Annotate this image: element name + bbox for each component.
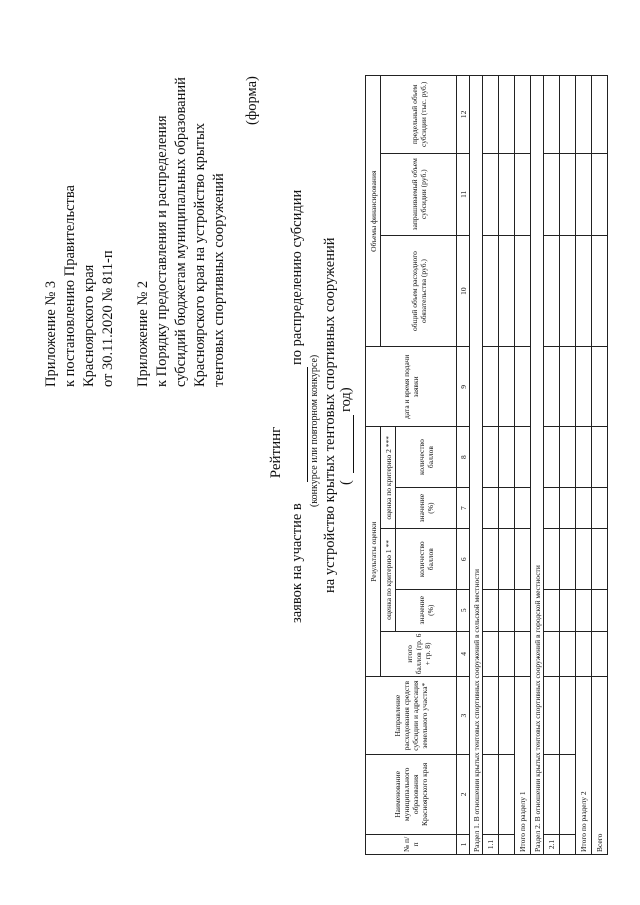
financing-header: Объемы финансирования	[366, 76, 381, 347]
row-number: 1.1	[483, 834, 499, 854]
col-number: 10	[457, 235, 470, 347]
section-2-row: Раздел 2. В отношении крытых тентовых спортивных сооружений в городской местности	[531, 76, 544, 855]
col-fin-max-header: предельный объем субсидии (тыс. руб.)	[381, 76, 457, 154]
table-row	[592, 76, 608, 855]
col-number: 3	[457, 677, 470, 755]
grand-total: Всего	[592, 677, 608, 855]
col-number: 2	[457, 754, 470, 834]
results-header: Результаты оценки	[366, 427, 381, 677]
col-val1-header: значение (%)	[396, 590, 457, 632]
row-number: 2.1	[544, 834, 560, 854]
col-pts1-header: количество баллов	[396, 529, 457, 590]
appendix-2-line: субсидий бюджетам муниципальных образований	[173, 77, 189, 387]
appendix-3-line: от 30.11.2020 № 811-п	[100, 250, 116, 387]
appendix-2-header	[134, 77, 229, 387]
crit2-header: оценка по критерию 2 ***	[381, 427, 396, 529]
table-row	[515, 76, 531, 855]
form-label: (форма)	[244, 76, 260, 125]
appendix-2-line: Красноярского края на устройство крытых	[192, 123, 208, 387]
doc-title: Рейтинг	[268, 426, 284, 479]
table-row	[499, 76, 515, 855]
col-number: 6	[457, 529, 470, 590]
appendix-3-line: Приложение № 3	[43, 280, 59, 387]
col-pts2-header: количество баллов	[396, 427, 457, 488]
section-2-total: Итого по разделу 2	[576, 677, 592, 855]
col-number: 9	[457, 347, 470, 427]
col-number: 12	[457, 76, 470, 154]
col-fin-total-header: общий объем расходного обязательства (руб.)	[381, 235, 457, 347]
rating-table	[365, 75, 608, 855]
appendix-3-line: Красноярского края	[81, 264, 97, 387]
table-row	[560, 76, 576, 855]
title-line1-prefix: заявок на участие в	[289, 503, 305, 623]
appendix-3-header	[42, 185, 118, 387]
table-row	[483, 76, 499, 855]
year-open: (	[338, 480, 354, 485]
col-number: 7	[457, 487, 470, 529]
col-number: 4	[457, 631, 470, 677]
blank-year-field	[353, 415, 354, 473]
appendix-2-line: к Порядку предоставления и распределения	[154, 115, 170, 387]
col-number: 1	[457, 834, 470, 854]
title-line1-suffix: по распределению субсидии	[289, 189, 305, 365]
section-1-total: Итого по разделу 1	[515, 677, 531, 855]
col-fin-req-header: запрашиваемый объем субсидии (руб.)	[381, 153, 457, 235]
col-number: 8	[457, 427, 470, 488]
col-no-header: № п/п	[366, 834, 457, 854]
col-total-header: итого баллов (гр. 6 + гр. 8)	[381, 631, 457, 677]
section-1-row: Раздел 1. В отношении крытых тентовых спортивных сооружений в сельской местности	[470, 76, 483, 855]
col-val2-header: значение (%)	[396, 487, 457, 529]
col-date-header: дата и время подачи заявки	[366, 347, 457, 427]
title-hint: (конкурсе или повторном конкурсе)	[309, 354, 320, 507]
appendix-3-line: к постановлению Правительства	[62, 185, 78, 387]
table-row	[576, 76, 592, 855]
title-line2: на устройство крытых тентовых спортивных сооружений	[322, 237, 338, 593]
col-number: 5	[457, 590, 470, 632]
col-dir-header: Направление расходования средств субсидии и адресация земельного участка*	[366, 677, 457, 755]
col-mo-header: Наименование муниципального образования Красноярского края	[366, 754, 457, 834]
year-close: год)	[338, 387, 354, 412]
crit1-header: оценка по критерию 1 **	[381, 529, 396, 631]
blank-contest-field	[307, 367, 308, 482]
appendix-2-line: тентовых спортивных сооружений	[211, 173, 227, 387]
appendix-2-line: Приложение № 2	[135, 280, 151, 387]
table-row	[544, 76, 560, 855]
col-number: 11	[457, 153, 470, 235]
